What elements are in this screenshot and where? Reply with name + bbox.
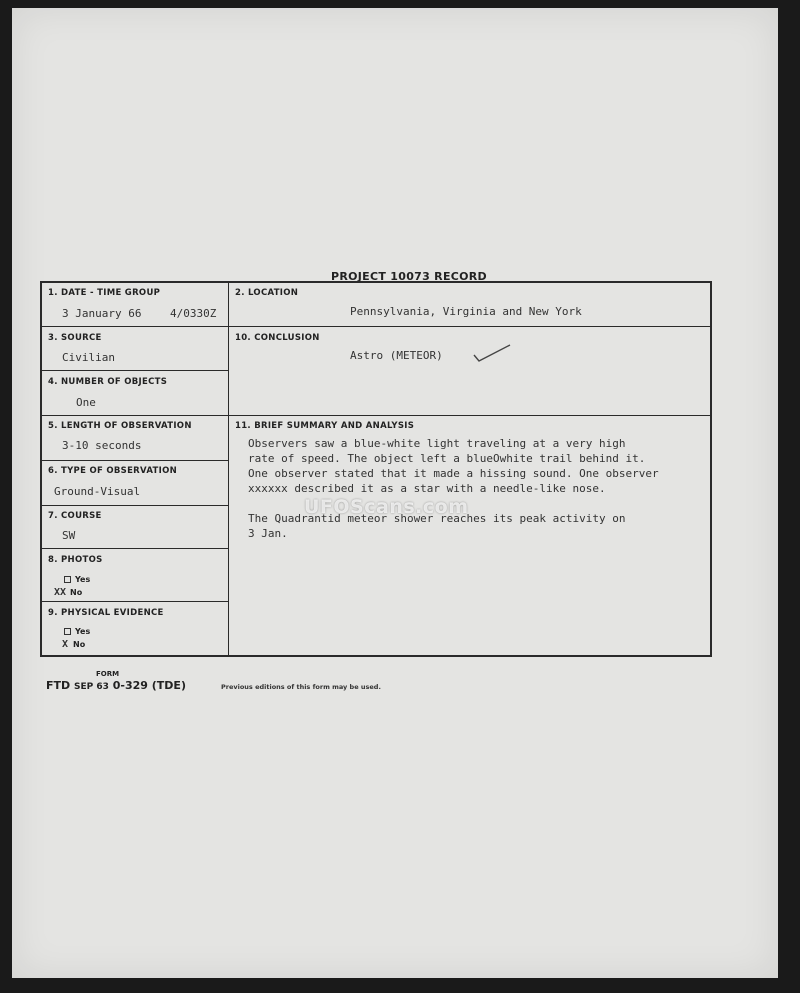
row-divider <box>42 326 710 327</box>
summary-line: rate of speed. The object left a blueOwhite trail behind it. <box>248 452 646 465</box>
summary-line: 3 Jan. <box>248 527 288 540</box>
photos-no: XX No <box>54 587 83 598</box>
physical-evidence-label: 9. PHYSICAL EVIDENCE <box>48 608 164 618</box>
summary-line-redacted: xxxxxx described it as a star with a needle-like nose. <box>248 482 606 495</box>
time-value: 4/0330Z <box>170 307 217 320</box>
course-value: SW <box>62 529 76 542</box>
checkbox-icon <box>64 628 71 635</box>
type-of-observation-value: Ground-Visual <box>54 485 141 498</box>
row-divider <box>42 601 228 602</box>
date-value: 3 January 66 <box>62 307 142 320</box>
row-divider <box>42 415 710 416</box>
conclusion-value: Astro (METEOR) <box>350 349 443 362</box>
photos-label: 8. PHOTOS <box>48 555 103 565</box>
form-id: FTD SEP 63 0-329 (TDE) <box>46 679 186 692</box>
length-of-observation-value: 3-10 seconds <box>62 439 142 452</box>
number-of-objects-label: 4. NUMBER OF OBJECTS <box>48 377 168 387</box>
summary-text <box>248 436 659 541</box>
summary-line: One observer stated that it made a hissing sound. One observer <box>248 467 659 480</box>
row-divider <box>42 548 228 549</box>
summary-line: The Quadrantid meteor shower reaches its peak activity on <box>248 512 626 525</box>
location-label: 2. LOCATION <box>235 288 299 298</box>
checkbox-icon <box>64 576 71 583</box>
summary-label: 11. BRIEF SUMMARY AND ANALYSIS <box>235 421 415 431</box>
column-divider <box>228 283 229 655</box>
row-divider <box>42 370 228 371</box>
row-divider <box>42 460 228 461</box>
x-mark-icon: X <box>62 639 69 650</box>
length-of-observation-label: 5. LENGTH OF OBSERVATION <box>48 421 192 431</box>
source-value: Civilian <box>62 351 115 364</box>
conclusion-label: 10. CONCLUSION <box>235 333 320 343</box>
location-value: Pennsylvania, Virginia and New York <box>350 305 582 318</box>
source-label: 3. SOURCE <box>48 333 102 343</box>
watermark: UFOScans.com <box>304 496 469 518</box>
date-time-label: 1. DATE - TIME GROUP <box>48 288 161 298</box>
number-of-objects-value: One <box>76 396 96 409</box>
course-label: 7. COURSE <box>48 511 102 521</box>
previous-editions-note: Previous editions of this form may be used. <box>221 683 381 691</box>
type-of-observation-label: 6. TYPE OF OBSERVATION <box>48 466 178 476</box>
form-title: PROJECT 10073 RECORD <box>330 270 487 283</box>
row-divider <box>42 505 228 506</box>
physical-evidence-no: X No <box>62 639 86 650</box>
photos-yes: Yes <box>64 575 90 584</box>
summary-line: Observers saw a blue-white light traveling at a very high <box>248 437 626 450</box>
form-word: FORM <box>96 670 120 678</box>
document-page <box>12 8 778 978</box>
x-mark-icon: XX <box>54 587 67 598</box>
record-form <box>40 281 712 657</box>
physical-evidence-yes: Yes <box>64 627 90 636</box>
check-mark-icon <box>472 343 512 365</box>
